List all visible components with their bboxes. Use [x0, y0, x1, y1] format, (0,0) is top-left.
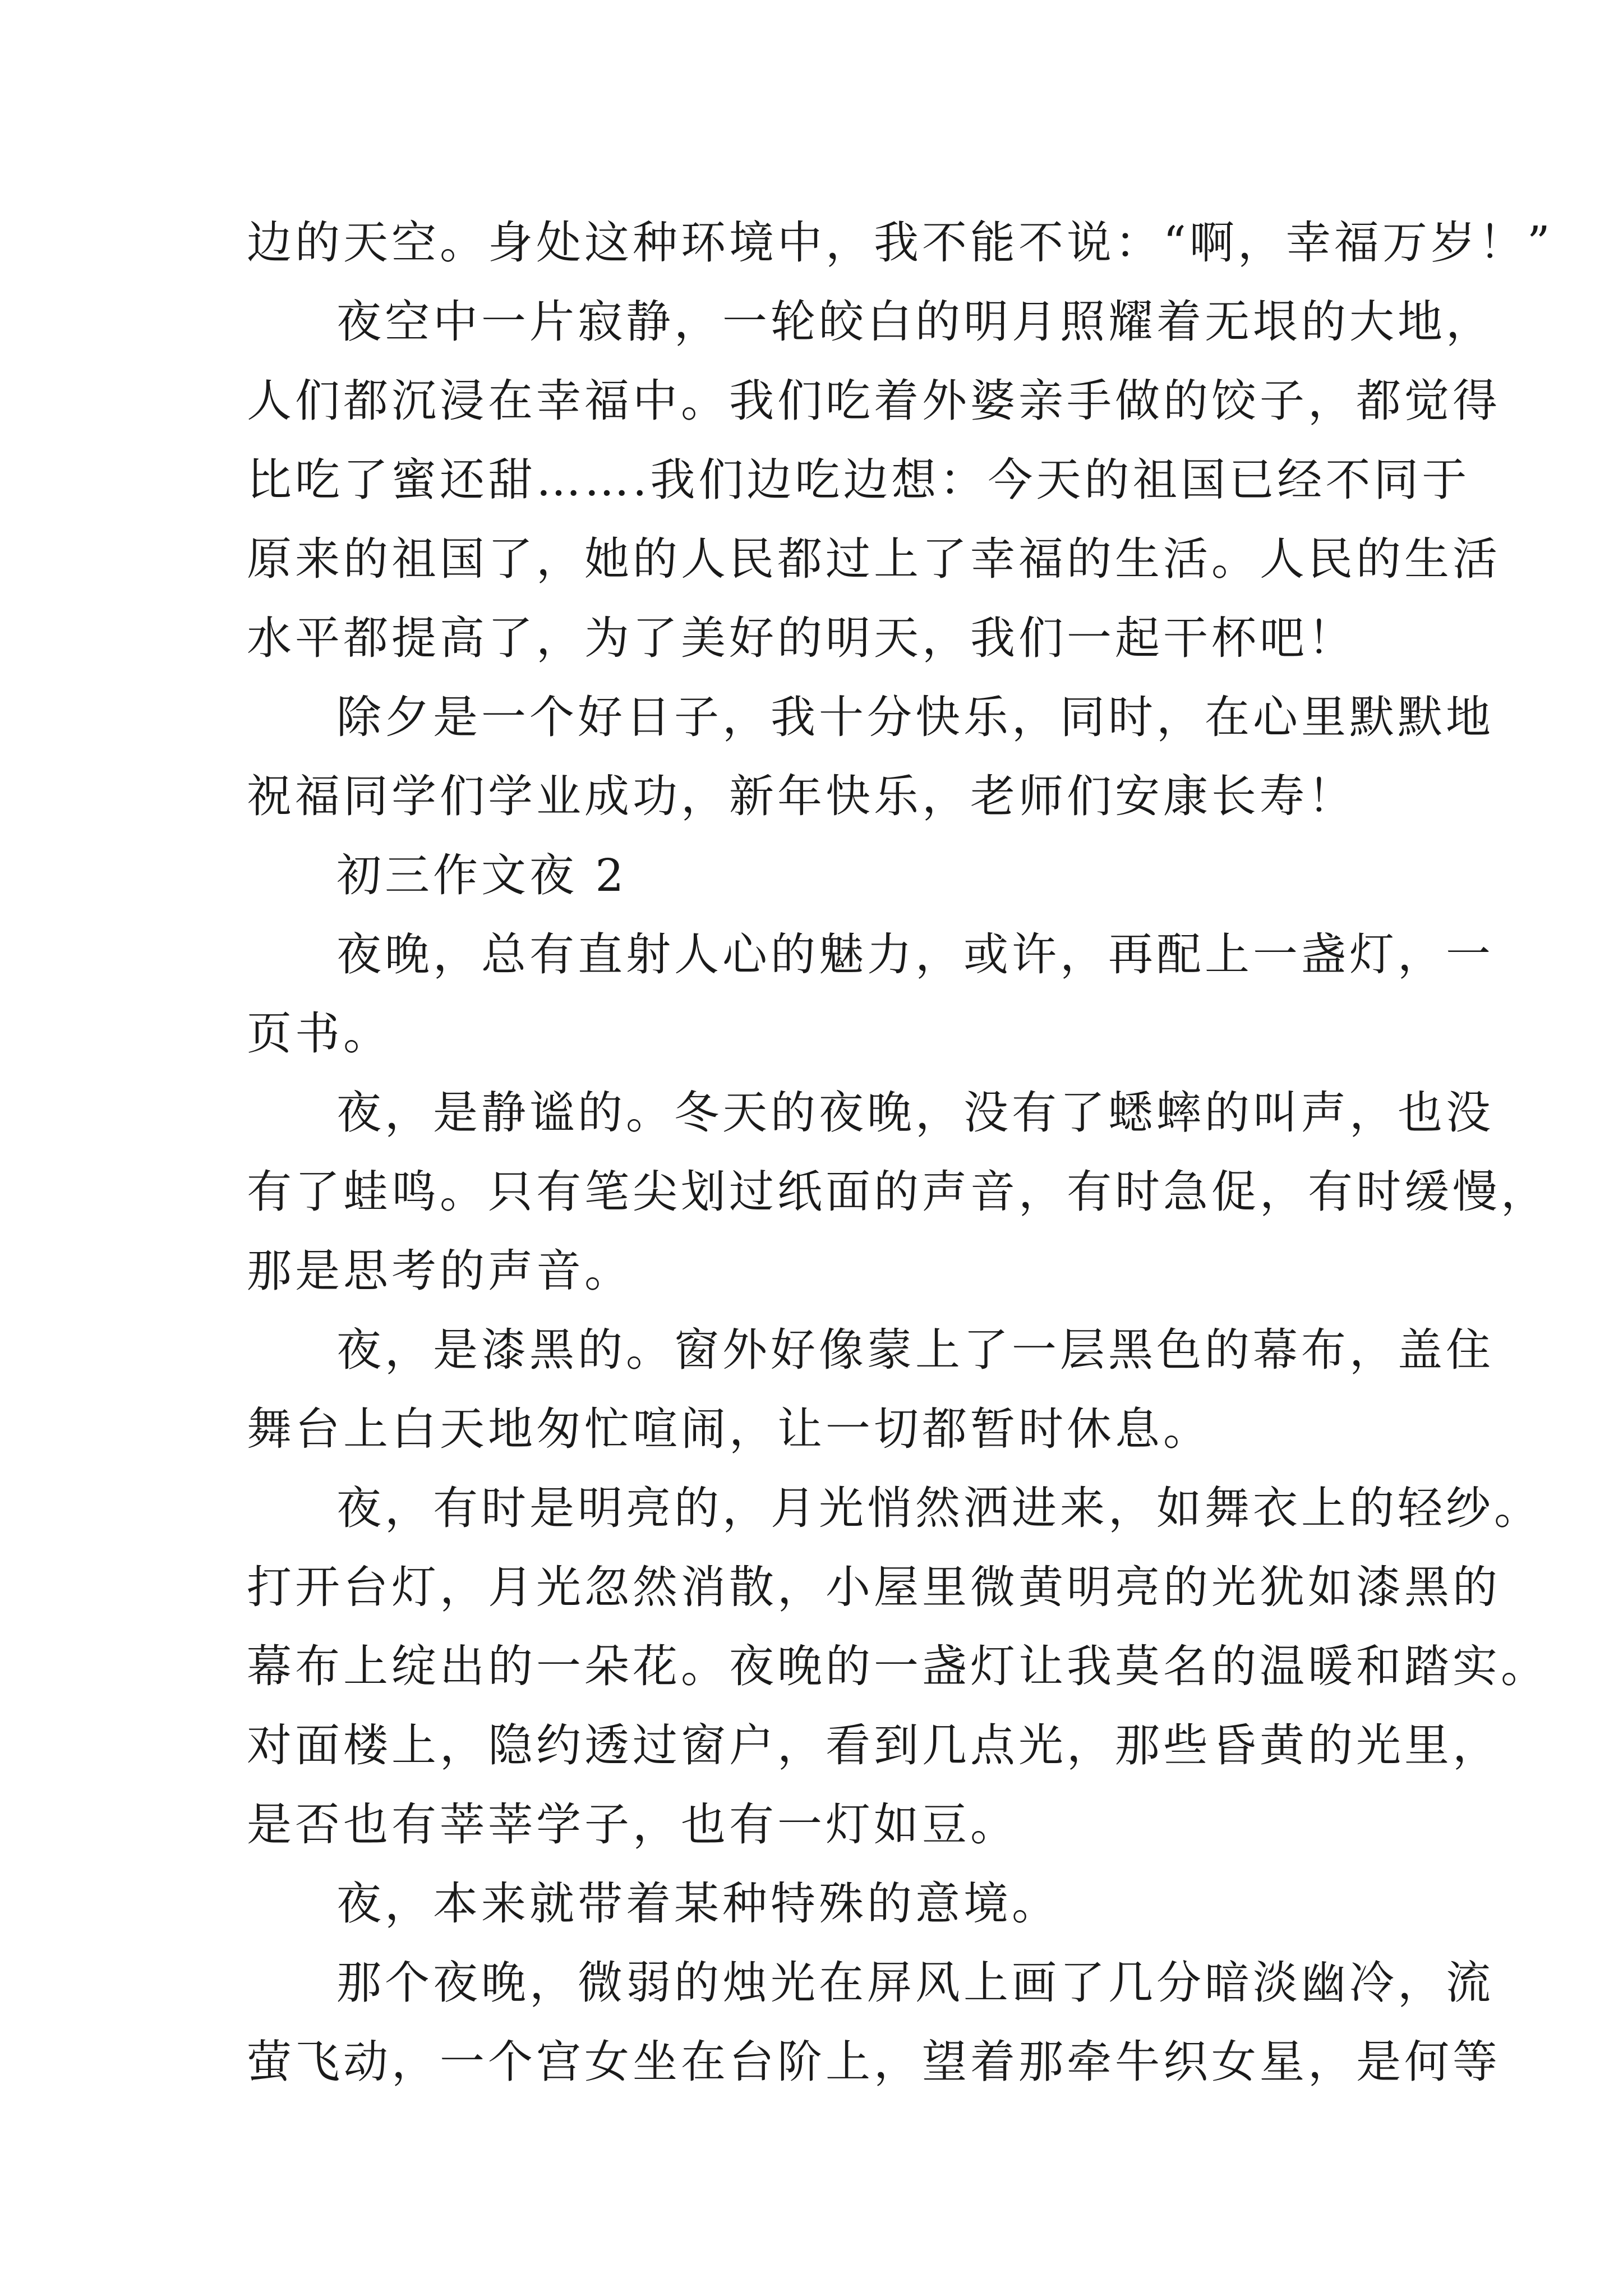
- text-line: 打开台灯，月光忽然消散，小屋里微黄明亮的光犹如漆黑的: [247, 1561, 1501, 1613]
- text-line: 幕布上绽出的一朵花。夜晚的一盏灯让我莫名的温暖和踏实。: [247, 1640, 1549, 1692]
- text-line: 水平都提高了，为了美好的明天，我们一起干杯吧！: [247, 612, 1356, 664]
- text-line: 页书。: [247, 1007, 391, 1060]
- text-line: 夜空中一片寂静，一轮皎白的明月照耀着无垠的大地，: [336, 296, 1494, 348]
- text-line: 夜晚，总有直射人心的魅力，或许，再配上一盏灯，一: [336, 928, 1494, 981]
- text-line: 原来的祖国了，她的人民都过上了幸福的生活。人民的生活: [247, 533, 1501, 585]
- text-line: 有了蛙鸣。只有笔尖划过纸面的声音，有时急促，有时缓慢，: [247, 1166, 1549, 1218]
- text-line: 夜，是漆黑的。窗外好像蒙上了一层黑色的幕布，盖住: [336, 1324, 1494, 1376]
- text-line: 夜，是静谧的。冬天的夜晚，没有了蟋蟀的叫声，也没: [336, 1087, 1494, 1139]
- text-line: 是否也有莘莘学子，也有一灯如豆。: [247, 1798, 1018, 1851]
- text-line: 夜，有时是明亮的，月光悄然洒进来，如舞衣上的轻纱。: [336, 1482, 1542, 1534]
- text-line: 比吃了蜜还甜…….我们边吃边想：今天的祖国已经不同于: [247, 454, 1470, 506]
- text-line: 边的天空。身处这种环境中，我不能不说：“啊，幸福万岁！”: [247, 217, 1553, 269]
- text-line: 祝福同学们学业成功，新年快乐，老师们安康长寿！: [247, 770, 1356, 822]
- text-line: 除夕是一个好日子，我十分快乐，同时，在心里默默地: [336, 691, 1494, 743]
- text-line: 那是思考的声音。: [247, 1245, 633, 1297]
- text-line: 那个夜晚，微弱的烛光在屏风上画了几分暗淡幽冷，流: [336, 1957, 1494, 2009]
- text-line: 对面楼上，隐约透过窗户，看到几点光，那些昏黄的光里，: [247, 1719, 1501, 1772]
- document-body: [247, 203, 1553, 2101]
- text-line: 萤飞动，一个宫女坐在台阶上，望着那牵牛织女星，是何等: [247, 2036, 1501, 2088]
- text-line: 舞台上白天地匆忙喧闹，让一切都暂时休息。: [247, 1403, 1211, 1455]
- text-line: 夜，本来就带着某种特殊的意境。: [336, 1878, 1060, 1930]
- section-heading: 初三作文夜 2: [336, 849, 628, 901]
- text-line: 人们都沉浸在幸福中。我们吃着外婆亲手做的饺子，都觉得: [247, 375, 1501, 427]
